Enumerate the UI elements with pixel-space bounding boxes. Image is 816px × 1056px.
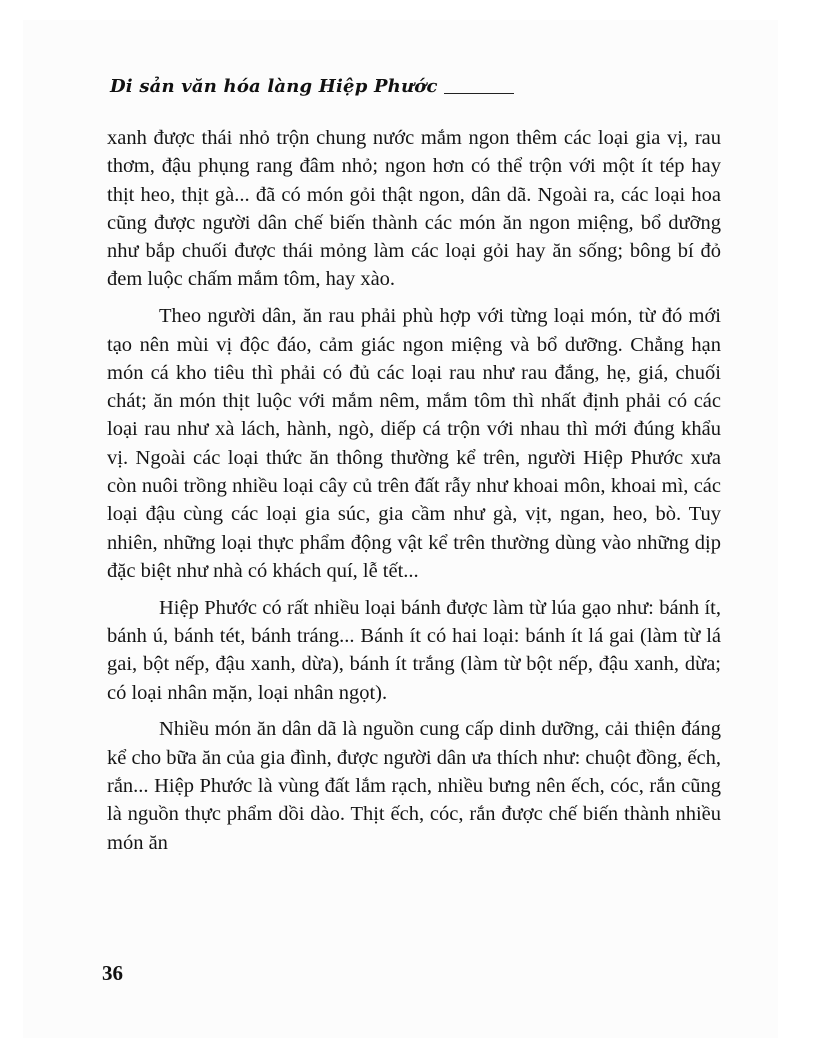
header-rule <box>444 93 514 94</box>
paragraph-3: Hiệp Phước có rất nhiều loại bánh được làm từ lúa gạo như: bánh ít, bánh ú, bánh tét, bánh tráng... Bánh ít có hai loại: bánh ít lá gai (làm từ lá gai, bột nếp, đậu xanh, dừa), bánh ít trắng (làm từ bột nếp, đậu xanh, dừa; có loại nhân mặn, loại nhân ngọt). <box>107 596 721 704</box>
running-title: Di sản văn hóa làng Hiệp Phước <box>110 76 438 97</box>
body-text <box>107 124 721 865</box>
paragraph-2: Theo người dân, ăn rau phải phù hợp với từng loại món, từ đó mới tạo nên mùi vị độc đáo, cảm giác ngon miệng và bổ dưỡng. Chẳng hạn món cá kho tiêu thì phải có đủ các loại rau như rau đắng, hẹ, giá, chuối chát; ăn món thịt luộc với mắm nêm, mắm tôm thì nhất định phải có các loại rau như xà lách, hành, ngò, diếp cá trộn với nhau thì mới đúng khẩu vị. Ngoài các loại thức ăn thông thường kể trên, người Hiệp Phước xưa còn nuôi trồng nhiều loại cây củ trên đất rẫy như khoai môn, khoai mì, các loại đậu cùng các loại gia súc, gia cầm như gà, vịt, ngan, heo, bò. Tuy nhiên, những loại thực phẩm động vật kể trên thường dùng vào những dịp đặc biệt như nhà có khách quí, lễ tết... <box>107 305 721 582</box>
page-number: 36 <box>102 961 123 985</box>
paragraph-4: Nhiều món ăn dân dã là nguồn cung cấp dinh dưỡng, cải thiện đáng kể cho bữa ăn của gia đình, được người dân ưa thích như: chuột đồng, ếch, rắn... Hiệp Phước là vùng đất lắm rạch, nhiều bưng nên ếch, cóc, rắn cũng là nguồn thực phẩm dồi dào. Thịt ếch, cóc, rắn được chế biến thành nhiều món ăn <box>107 718 721 854</box>
paragraph-1: xanh được thái nhỏ trộn chung nước mắm ngon thêm các loại gia vị, rau thơm, đậu phụng rang đâm nhỏ; ngon hơn có thể trộn với một ít tép hay thịt heo, thịt gà... đã có món gỏi thật ngon, dân dã. Ngoài ra, các loại hoa cũng được người dân chế biến thành các món ăn ngon miệng, bổ dưỡng như bắp chuối được thái mỏng làm các loại gỏi hay ăn sống; bông bí đỏ đem luộc chấm mắm tôm, hay xào. <box>107 127 721 291</box>
running-header <box>110 76 514 97</box>
